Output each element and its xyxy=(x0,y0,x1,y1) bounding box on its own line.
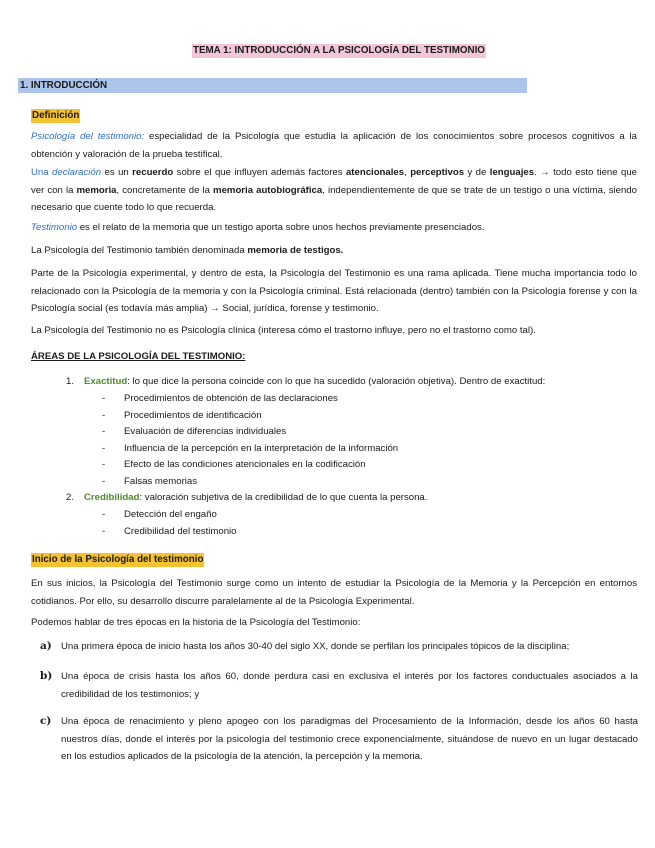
list-item: - Procedimientos de obtención de las declaraciones xyxy=(102,393,338,404)
term-declaracion: declaración xyxy=(52,167,102,178)
list-item: - Evaluación de diferencias individuales xyxy=(102,426,287,437)
paragraph-psicologia-experimental: Parte de la Psicología experimental, y dentro de esta, la Psicología del Testimonio es una rama aplicada. Tiene mucha importancia todo lo relacionado con la Psicología de la memoria y con la Psicología criminal. Está relacionada (dentro) también con la Psicología forense y con la Psicología social (es todavía más amplia) → Social, jurídica, forense y testimonio. xyxy=(31,268,637,314)
list-item: - Procedimientos de identificación xyxy=(102,409,262,421)
document-page: TEMA 1: INTRODUCCIÓN A LA PSICOLOGÍA DEL TESTIMONIO 1. INTRODUCCIÓN Definición Psicología del testimonio: especialidad de la Psicología que estudia la aplicación de los conocimientos sobre procesos cognitivos a la obtención y valoración de la prueba testifical. Una declaración es un recuerdo sobre el que influyen además factores atencionales, perceptivos y de lenguajes. → todo esto tiene que ver con la memoria, concretamente de la memoria autobiográfica, independientemente de que se trate de un testigo o una víctima, siendo necesario que cuente todo lo que recuerda. Testimonio es el relato de la memoria que un testigo aporta sobre unos hechos previamente presenciados. La Psicología del Testimonio también denominada memoria de testigos. Parte de la Psicología experimental, y dentro de esta, la Psicología del Testimonio es una rama aplicada. Tiene mucha importancia todo lo relacionado con la Psicología de la memoria y con la Psicología criminal. Está relacionada (dentro) también con la Psicología forense y con la Psicología social (es todavía más amplia) → Social, jurídica, forense y testimonio. La Psicología del Testimonio no es Psicología clínica (interesa cómo el trastorno influye, pero no el trastorno como tal). ÁREAS DE LA PSICOLOGÍA DEL TESTIMONIO: 1. Exactitud: lo que dice la persona coincide con lo que ha sucedido (valoración objetiva). Dentro de exactitud: - Procedimientos de obtención de las declaraciones - Procedimientos de identificación - Evaluación de diferencias individuales - Influencia de la percepción en la interpretación de la información - Efecto de las condiciones atencionales en la codificación - Falsas memorias 2. Credibilidad: valoración subjetiva de la credibilidad de lo que cuenta la persona. - Detección del engaño - Credibilidad del testimonio Inicio de la Psicología del testimonio En sus inicios, la Psicología del Testimonio surge como un intento de estudiar la Psicología de la Memoria y la Percepción en entornos cotidianos. Por ello, su desarrollo discurre paralelamente al de la Psicología Experimental. Podemos hablar de tres épocas en la historia de la Psicología del Testimonio: a) Una primera época de inicio hasta los años 30-40 del siglo XX, donde se perfilan los principales tópicos de la disciplina; b) Una época de crisis hasta los años 60, donde perdura casi en exclusiva el interés por los factores conductuales asociados a la credibilidad de los testimonios; y c) Una época de renacimiento y pleno apogeo con los paradigmas del Procesamiento de la Información, desde los años 60 hasta nuestros días, donde el interés por la psicología del testimonio crece exponencialmente, situándose de nuevo en un lugar destacado en los estudios aplicados de la psicología de la atención, la percepción y la memoria. xyxy=(0,0,655,848)
areas-heading: ÁREAS DE LA PSICOLOGÍA DEL TESTIMONIO: xyxy=(31,351,246,362)
list-item: - Influencia de la percepción en la interpretación de la información xyxy=(102,442,399,454)
paragraph-tres-epocas: Podemos hablar de tres épocas en la historia de la Psicología del Testimonio: xyxy=(31,617,361,628)
paragraph-testimonio: Testimonio es el relato de la memoria que un testigo aporta sobre unos hechos previamente presenciados. xyxy=(31,222,485,233)
list-item: - Falsas memorias xyxy=(102,475,198,487)
definicion-heading: Definición xyxy=(32,110,80,121)
term-credibilidad: Credibilidad xyxy=(84,492,140,503)
list-item: - Credibilidad del testimonio xyxy=(102,525,237,537)
paragraph-inicios: En sus inicios, la Psicología del Testimonio surge como un intento de estudiar la Psicología de la Memoria y la Percepción en entornos cotidianos. Por ello, su desarrollo discurre paralelamente al de la Psicología Experimental. xyxy=(31,578,637,607)
epoca-item-c: c) Una época de renacimiento y pleno apogeo con los paradigmas del Procesamiento de la Información, desde los años 60 hasta nuestros días, donde el interés por la psicología del testimonio crece exponencialmente, situándose de nuevo en un lugar destacado en los estudios aplicados de la psicología de la atención, la percepción y la memoria. xyxy=(40,715,638,762)
paragraph-definicion: Psicología del testimonio: especialidad de la Psicología que estudia la aplicación de los conocimientos sobre procesos cognitivos a la obtención y valoración de la prueba testifical. xyxy=(31,131,637,160)
paragraph-declaracion: Una declaración es un recuerdo sobre el que influyen además factores atencionales, perceptivos y de lenguajes. → todo esto tiene que ver con la memoria, concretamente de la memoria autobiográfica, independientemente de que se trate de un testigo o una víctima, siendo necesario que cuente todo lo que recuerda. xyxy=(31,167,638,213)
term-psicologia-testimonio: Psicología del testimonio: xyxy=(31,131,145,142)
list-item: - Efecto de las condiciones atencionales en la codificación xyxy=(102,459,366,470)
paragraph-memoria-testigos: La Psicología del Testimonio también denominada memoria de testigos. xyxy=(31,245,344,256)
paragraph-no-clinica: La Psicología del Testimonio no es Psicología clínica (interesa cómo el trastorno influye, pero no el trastorno como tal). xyxy=(31,325,536,336)
document-title: TEMA 1: INTRODUCCIÓN A LA PSICOLOGÍA DEL TESTIMONIO xyxy=(193,45,485,56)
term-testimonio: Testimonio xyxy=(31,222,78,233)
epoca-item-b: b) Una época de crisis hasta los años 60, donde perdura casi en exclusiva el interés por los factores conductuales asociados a la credibilidad de los testimonios; y xyxy=(40,670,638,700)
section-heading-introduccion: 1. INTRODUCCIÓN xyxy=(18,78,527,93)
epoca-item-a: a) Una primera época de inicio hasta los años 30-40 del siglo XX, donde se perfilan los principales tópicos de la disciplina; xyxy=(40,640,570,652)
list-item: - Detección del engaño xyxy=(102,509,217,520)
inicio-heading: Inicio de la Psicología del testimonio xyxy=(32,554,204,565)
term-exactitud: Exactitud xyxy=(84,376,128,387)
